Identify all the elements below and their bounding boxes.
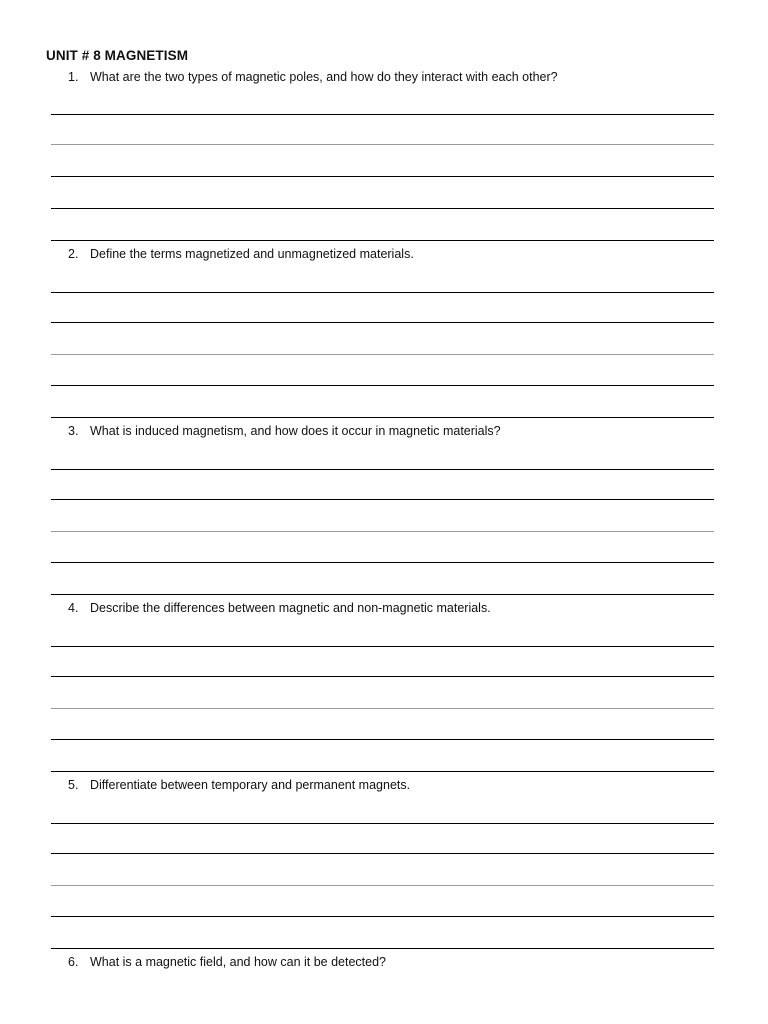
answer-line[interactable] xyxy=(51,885,714,886)
question-text: What is a magnetic field, and how can it be detected? xyxy=(90,955,387,969)
question-text: Differentiate between temporary and permanent magnets. xyxy=(90,778,411,792)
answer-line[interactable] xyxy=(51,322,714,323)
question-3 xyxy=(68,424,501,438)
answer-line[interactable] xyxy=(51,562,714,563)
answer-line[interactable] xyxy=(51,417,714,418)
answer-line[interactable] xyxy=(51,916,714,917)
answer-line[interactable] xyxy=(51,385,714,386)
answer-line[interactable] xyxy=(51,499,714,500)
answer-line[interactable] xyxy=(51,594,714,595)
answer-line[interactable] xyxy=(51,114,714,115)
question-number: 2. xyxy=(68,247,79,261)
answer-line[interactable] xyxy=(51,292,714,293)
answer-line[interactable] xyxy=(51,354,714,355)
question-4 xyxy=(68,601,491,615)
answer-line[interactable] xyxy=(51,948,714,949)
question-text: What are the two types of magnetic poles, and how do they interact with each other? xyxy=(90,70,558,84)
answer-line[interactable] xyxy=(51,531,714,532)
answer-line[interactable] xyxy=(51,208,714,209)
question-5 xyxy=(68,778,410,792)
worksheet-title: UNIT # 8 MAGNETISM xyxy=(46,48,189,63)
question-number: 6. xyxy=(68,955,79,969)
answer-line[interactable] xyxy=(51,469,714,470)
answer-line[interactable] xyxy=(51,771,714,772)
answer-line[interactable] xyxy=(51,708,714,709)
answer-line[interactable] xyxy=(51,240,714,241)
answer-line[interactable] xyxy=(51,646,714,647)
question-text: What is induced magnetism, and how does it occur in magnetic materials? xyxy=(90,424,501,438)
answer-line[interactable] xyxy=(51,144,714,145)
question-number: 1. xyxy=(68,70,79,84)
question-1 xyxy=(68,70,558,84)
answer-line[interactable] xyxy=(51,676,714,677)
question-text: Describe the differences between magnetic and non-magnetic materials. xyxy=(90,601,491,615)
question-6 xyxy=(68,955,386,969)
answer-line[interactable] xyxy=(51,176,714,177)
answer-line[interactable] xyxy=(51,823,714,824)
question-number: 4. xyxy=(68,601,79,615)
answer-line[interactable] xyxy=(51,739,714,740)
answer-line[interactable] xyxy=(51,853,714,854)
question-number: 5. xyxy=(68,778,79,792)
question-number: 3. xyxy=(68,424,79,438)
question-text: Define the terms magnetized and unmagnetized materials. xyxy=(90,247,414,261)
question-2 xyxy=(68,247,414,261)
